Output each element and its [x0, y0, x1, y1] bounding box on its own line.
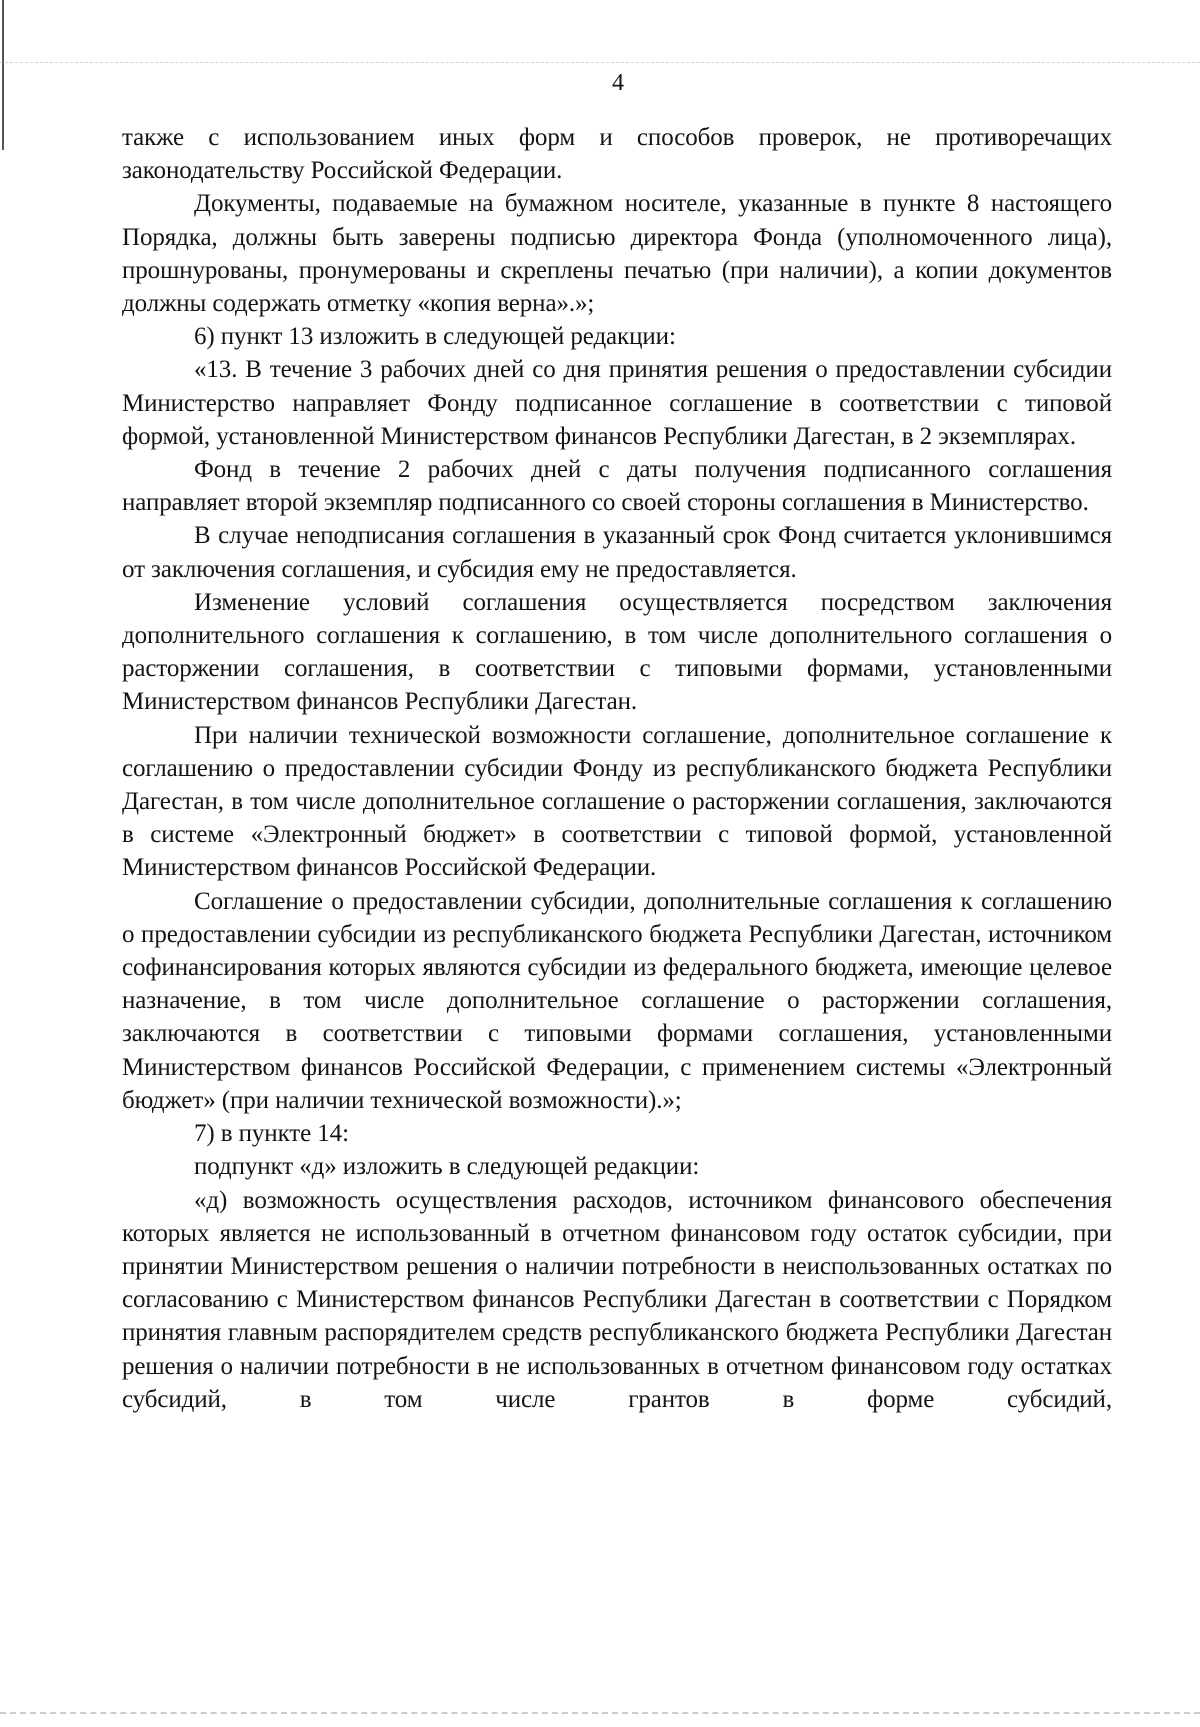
scan-edge-bottom	[0, 1712, 1200, 1714]
paragraph-federal-cofinancing: Соглашение о предоставлении субсидии, дополнительные соглашения к соглашению о предоставлении субсидии из республиканского бюджета Республики Дагестан, источником софинансирования которых являются субсидии из федерального бюджета, имеющие целевое назначение, в том числе дополнительное соглашение о расторжении соглашения, заключаются в соответствии с типовыми формами соглашения, установленными Министерством финансов Российской Федерации, с применением системы «Электронный бюджет» (при наличии технической возможности).»;	[122, 887, 1112, 1114]
paragraph-not-signed: В случае неподписания соглашения в указанный срок Фонд считается уклонившимся от заключения соглашения, и субсидия ему не предоставляется.	[122, 522, 1112, 583]
paragraph-fund-second-copy: Фонд в течение 2 рабочих дней с даты получения подписанного соглашения направляет второй экземпляр подписанного со своей стороны соглашения в Министерство.	[122, 456, 1112, 517]
paragraph-clause-13: «13. В течение 3 рабочих дней со дня принятия решения о предоставлении субсидии Министерство направляет Фонду подписанное соглашение в соответствии с типовой формой, установленной Министерством финансов Республики Дагестан, в 2 экземплярах.	[122, 356, 1112, 450]
paragraph-electronic-budget: При наличии технической возможности соглашение, дополнительное соглашение к соглашению о предоставлении субсидии Фонду из республиканского бюджета Республики Дагестан, в том числе дополнительное соглашение о расторжении соглашения, заключаются в системе «Электронный бюджет» в соответствии с типовой формой, установленной Министерством финансов Российской Федерации.	[122, 721, 1112, 882]
paragraph-item-6: 6) пункт 13 изложить в следующей редакции:	[194, 323, 676, 351]
paragraph-continuation: также с использованием иных форм и способов проверок, не противоречащих законодательству Российской Федерации.	[122, 124, 1112, 185]
paragraph-documents-paper: Документы, подаваемые на бумажном носителе, указанные в пункте 8 настоящего Порядка, должны быть заверены подписью директора Фонда (уполномоченного лица), прошнурованы, пронумерованы и скреплены печатью (при наличии), а копии документов должны содержать отметку «копия верна».»;	[122, 190, 1112, 318]
paragraph-subitem-d-text: «д) возможность осуществления расходов, источником финансового обеспечения которых является не использованный в отчетном финансовом году остаток субсидии, при принятии Министерством решения о наличии потребности в неиспользованных остатках по согласованию с Министерством финансов Республики Дагестан в соответствии с Порядком принятия главным распорядителем средств республиканского бюджета Республики Дагестан решения о наличии потребности в не использованных в отчетном финансовом году остатках субсидий, в том числе грантов в форме субсидий,	[122, 1186, 1112, 1413]
paragraph-item-7: 7) в пункте 14:	[194, 1120, 349, 1148]
paragraph-subitem-d: подпункт «д» изложить в следующей редакции:	[194, 1153, 700, 1181]
document-body	[122, 121, 1112, 1416]
page-number: 4	[612, 70, 624, 96]
paragraph-changes: Изменение условий соглашения осуществляется посредством заключения дополнительного соглашения к соглашению, в том числе дополнительного соглашения о расторжении соглашения, в соответствии с типовыми формами, установленными Министерством финансов Республики Дагестан.	[122, 588, 1112, 716]
scan-edge-top	[0, 62, 1200, 63]
